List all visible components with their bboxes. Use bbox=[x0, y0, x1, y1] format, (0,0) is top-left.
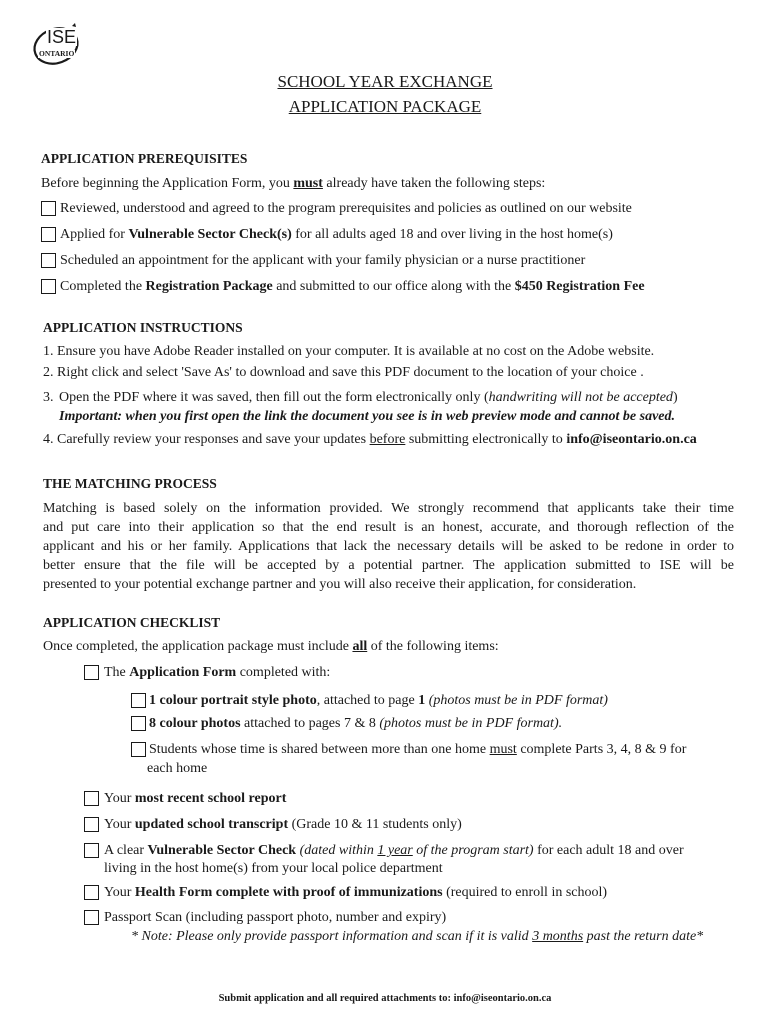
matching-line-2: and put care into their application so that the end result is an honest, accurate, and thorough reflection of the bbox=[43, 520, 734, 535]
ise-ontario-logo bbox=[28, 20, 88, 68]
checklist-portrait-photo: 1 colour portrait style photo, attached to page 1 (photos must be in PDF format) bbox=[149, 693, 608, 708]
checklist-checkbox-health-form[interactable] bbox=[84, 885, 99, 900]
checklist-shared-home: Students whose time is shared between more than one home must complete Parts 3, 4, 8 & 9 for bbox=[149, 742, 687, 757]
checklist-checkbox-application-form[interactable] bbox=[84, 665, 99, 680]
checklist-checkbox-shared-home[interactable] bbox=[131, 742, 146, 757]
checklist-transcript: Your updated school transcript (Grade 10 & 11 students only) bbox=[104, 817, 462, 832]
prereq-checkbox-3[interactable] bbox=[41, 253, 56, 268]
logo-text-ise: ISE bbox=[47, 27, 77, 47]
instruction-3: Open the PDF where it was saved, then fill out the form electronically only (handwriting will not be accepted) bbox=[59, 390, 678, 405]
prereq-heading: APPLICATION PREREQUISITES bbox=[41, 151, 248, 166]
page-title-line1: SCHOOL YEAR EXCHANGE bbox=[277, 72, 493, 91]
prereq-checkbox-2[interactable] bbox=[41, 227, 56, 242]
matching-line-1: Matching is based solely on the information provided. We strongly recommend that applicants take their time bbox=[43, 501, 734, 516]
page-title-line2: APPLICATION PACKAGE bbox=[288, 97, 482, 116]
prereq-item-2: Applied for Vulnerable Sector Check(s) for all adults aged 18 and over living in the host home(s) bbox=[60, 227, 613, 242]
checklist-vulnerable-sector-cont: living in the host home(s) from your local police department bbox=[104, 861, 443, 876]
checklist-checkbox-school-report[interactable] bbox=[84, 791, 99, 806]
instruction-1: 1. Ensure you have Adobe Reader installed on your computer. It is available at no cost on the Adobe website. bbox=[43, 344, 655, 359]
checklist-checkbox-vulnerable-sector[interactable] bbox=[84, 843, 99, 858]
checklist-vulnerable-sector: A clear Vulnerable Sector Check (dated within 1 year of the program start) for each adult 18 and over bbox=[104, 843, 684, 858]
checklist-checkbox-colour-photos[interactable] bbox=[131, 716, 146, 731]
matching-paragraph bbox=[43, 499, 734, 594]
instruction-3-important: Important: when you first open the link the document you see is in web preview mode and cannot be saved. bbox=[59, 409, 676, 424]
checklist-checkbox-portrait-photo[interactable] bbox=[131, 693, 146, 708]
checklist-application-form: The Application Form completed with: bbox=[104, 665, 331, 680]
instruction-3-number: 3. bbox=[43, 390, 54, 405]
checklist-colour-photos: 8 colour photos attached to pages 7 & 8 (photos must be in PDF format). bbox=[149, 716, 563, 731]
matching-line-4: better ensure that the file will be accepted by a potential partner. The application submitted to ISE will be bbox=[43, 558, 734, 573]
matching-line-3: applicant and his or her family. Applications that lack the necessary details will be asked to be redone in order to bbox=[43, 539, 734, 554]
checklist-intro: Once completed, the application package must include all of the following items: bbox=[43, 639, 499, 654]
prereq-item-1: Reviewed, understood and agreed to the program prerequisites and policies as outlined on our website bbox=[60, 201, 632, 216]
checklist-shared-home-cont: each home bbox=[147, 761, 208, 776]
matching-heading: THE MATCHING PROCESS bbox=[43, 476, 217, 491]
checklist-health-form: Your Health Form complete with proof of immunizations (required to enroll in school) bbox=[104, 885, 608, 900]
prereq-checkbox-1[interactable] bbox=[41, 201, 56, 216]
checklist-checkbox-transcript[interactable] bbox=[84, 817, 99, 832]
instruction-4: 4. Carefully review your responses and save your updates before submitting electronically to info@iseontario.on.ca bbox=[43, 432, 697, 447]
instructions-heading: APPLICATION INSTRUCTIONS bbox=[43, 320, 243, 335]
matching-line-5: presented to your potential exchange partner and you will also receive their application, for consideration. bbox=[43, 577, 637, 592]
checklist-school-report: Your most recent school report bbox=[104, 791, 287, 806]
checklist-passport-note: * Note: Please only provide passport information and scan if it is valid 3 months past the return date* bbox=[131, 929, 704, 944]
instruction-2: 2. Right click and select 'Save As' to download and save this PDF document to the location of your choice . bbox=[43, 365, 644, 380]
logo-text-ontario: ONTARIO bbox=[39, 49, 75, 58]
checklist-checkbox-passport[interactable] bbox=[84, 910, 99, 925]
prereq-item-3: Scheduled an appointment for the applicant with your family physician or a nurse practitioner bbox=[60, 253, 586, 268]
prereq-intro: Before beginning the Application Form, you must already have taken the following steps: bbox=[41, 176, 546, 191]
checklist-heading: APPLICATION CHECKLIST bbox=[43, 615, 221, 630]
prereq-item-4: Completed the Registration Package and submitted to our office along with the $450 Registration Fee bbox=[60, 279, 645, 294]
footer-submit-note: Submit application and all required attachments to: info@iseontario.on.ca bbox=[218, 993, 552, 1004]
checklist-passport: Passport Scan (including passport photo, number and expiry) bbox=[104, 910, 447, 925]
prereq-checkbox-4[interactable] bbox=[41, 279, 56, 294]
